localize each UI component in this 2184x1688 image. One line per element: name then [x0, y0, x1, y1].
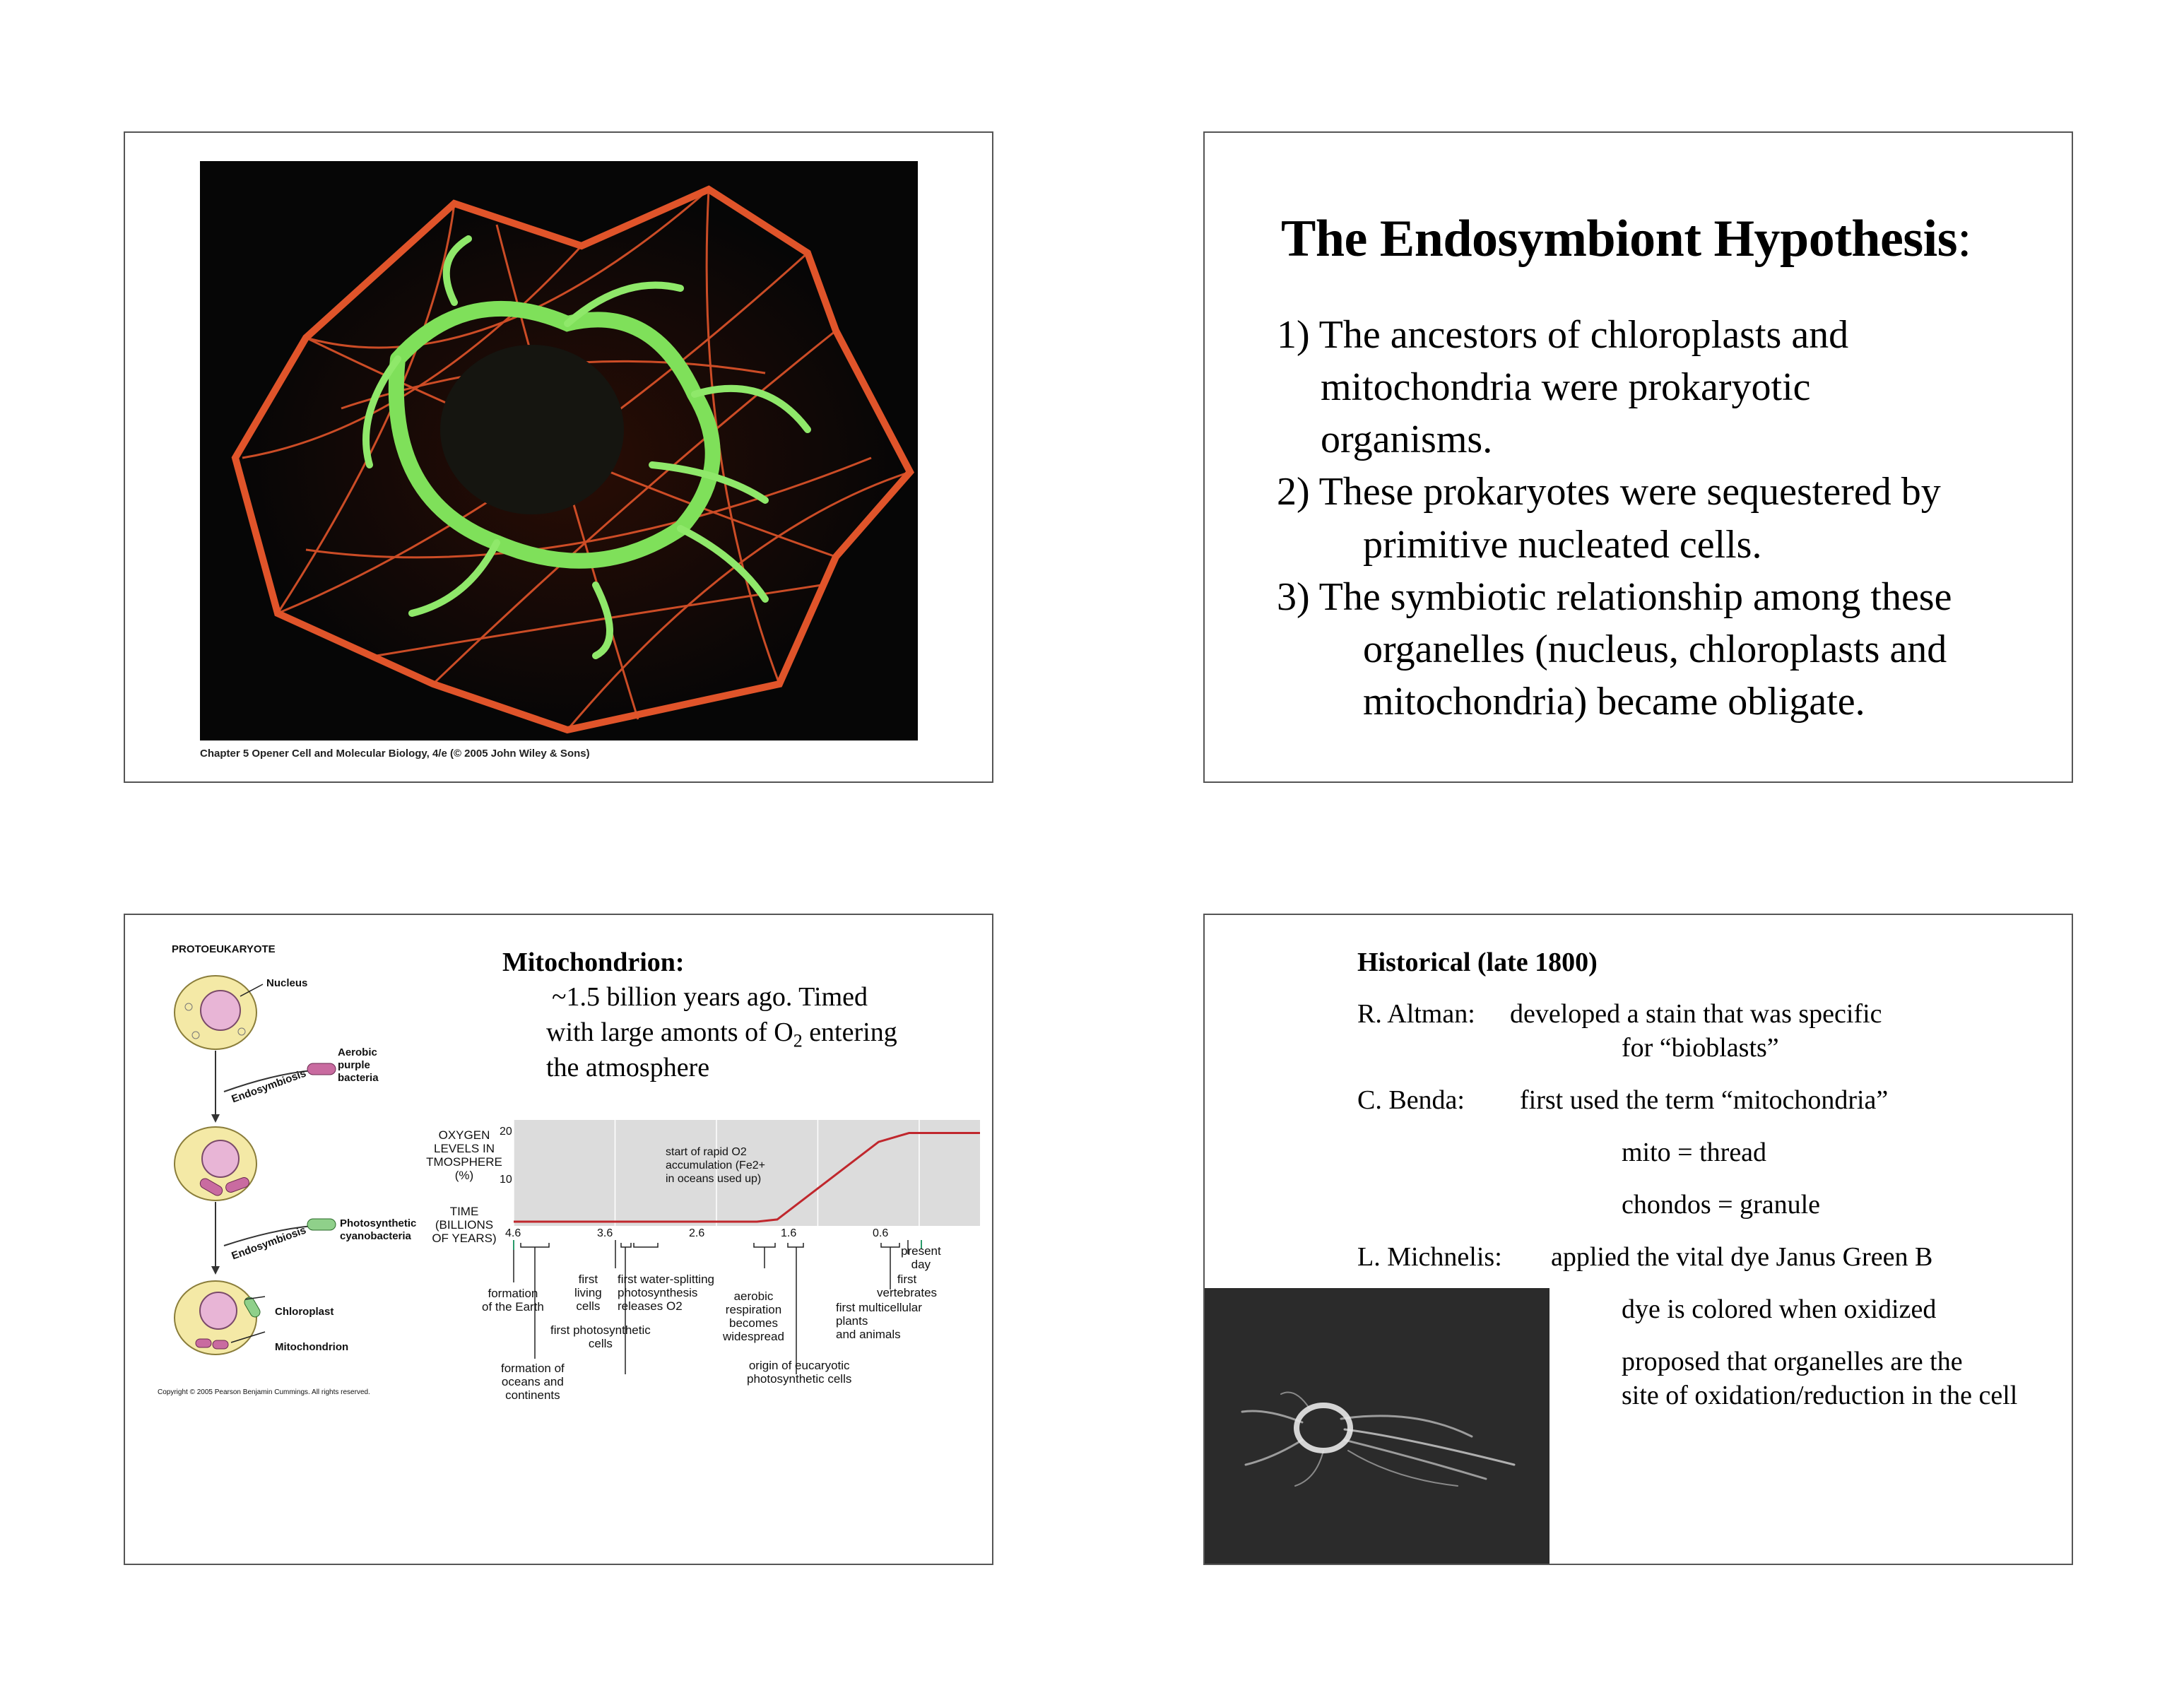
point-line-6: 3) The symbiotic relationship among these [1277, 575, 1952, 619]
mito-definition: mito = thread [1622, 1138, 1767, 1167]
title-colon: : [1957, 210, 1972, 268]
altman-text-1: developed a stain that was specific [1510, 999, 1882, 1029]
chloroplast-label: Chloroplast [275, 1306, 334, 1318]
slide-title [1281, 209, 1971, 269]
diagram-copyright: Copyright © 2005 Pearson Benjamin Cummings. All rights reserved. [158, 1388, 370, 1396]
slide-title: Mitochondrion: [502, 948, 685, 977]
x-axis-title: TIME (BILLIONS OF YEARS) [432, 1205, 497, 1245]
y-tick-10: 10 [500, 1174, 512, 1186]
text-line-2: with large amonts of $O_2$ entering [546, 1017, 897, 1051]
y-axis-title: OXYGEN LEVELS IN TMOSPHERE (%) [426, 1128, 502, 1182]
event-formation-earth: formation of the Earth [482, 1287, 544, 1314]
point-line-4: 2) These prokaryotes were sequestered by [1277, 470, 1941, 514]
slide-heading: Historical (late 1800) [1357, 948, 1598, 977]
benda-text: first used the term “mitochondria” [1520, 1085, 1889, 1115]
x-tick-3-6: 3.6 [597, 1227, 613, 1239]
point-line-3: organisms. [1321, 418, 1493, 461]
x-tick-1-6: 1.6 [781, 1227, 797, 1239]
stained-mitochondria-icon [1203, 1288, 1550, 1565]
event-multicellular: first multicellular plants and animals [836, 1301, 922, 1341]
endosymbiosis-label-1: Endosymbiosis [230, 1067, 308, 1106]
slide-historical [1203, 914, 2073, 1565]
x-tick-2-6: 2.6 [689, 1227, 705, 1239]
photosynthetic-label-1: Photosynthetic [340, 1217, 417, 1229]
nucleus-label: Nucleus [266, 977, 308, 989]
event-aerobic-respiration: aerobic respiration becomes widespread [723, 1289, 784, 1343]
proposal-text-2: site of oxidation/reduction in the cell [1622, 1381, 2018, 1410]
photosynthetic-label-2: cyanobacteria [340, 1230, 411, 1242]
point-line-7: organelles (nucleus, chloroplasts and [1363, 627, 1947, 671]
point-line-2: mitochondria were prokaryotic [1321, 365, 1811, 409]
figure-caption: Chapter 5 Opener Cell and Molecular Biology, 4/e (© 2005 John Wiley & Sons) [200, 748, 590, 760]
x-tick-0-6: 0.6 [873, 1227, 889, 1239]
michnelis-text: applied the vital dye Janus Green B [1551, 1242, 1933, 1272]
x-tick-4-6: 4.6 [505, 1227, 521, 1239]
chart-annotation: start of rapid O2 accumulation (Fe2+ in oceans used up) [666, 1146, 765, 1185]
title-text: The Endosymbiont Hypothesis [1281, 210, 1957, 268]
cell-micrograph-image [200, 161, 918, 740]
dye-text: dye is colored when oxidized [1622, 1294, 1937, 1324]
point-line-5: primitive nucleated cells. [1363, 523, 1762, 567]
slide-mitochondrion [124, 914, 993, 1565]
endosymbiosis-label-2: Endosymbiosis [230, 1224, 308, 1263]
michnelis-name: L. Michnelis: [1357, 1242, 1502, 1272]
event-first-vertebrates: first vertebrates [877, 1273, 938, 1299]
event-oceans-continents: formation of oceans and continents [501, 1362, 565, 1402]
altman-name: R. Altman: [1357, 999, 1475, 1029]
stained-mitochondria-image [1203, 1288, 1550, 1565]
text-line-1: ~1.5 billion years ago. Timed [552, 982, 868, 1012]
y-tick-20: 20 [500, 1126, 512, 1138]
proposal-text-1: proposed that organelles are the [1622, 1347, 1963, 1376]
event-origin-eucaryotic: origin of eucaryotic photosynthetic cells [747, 1359, 852, 1386]
event-present-day: present day [901, 1244, 941, 1271]
event-first-living-cells: first living cells [574, 1273, 602, 1313]
mitochondrion-label: Mitochondrion [275, 1341, 349, 1353]
aerobic-label-3: bacteria [338, 1072, 379, 1084]
chondos-definition: chondos = granule [1622, 1190, 1821, 1220]
text-line-3: the atmosphere [546, 1053, 710, 1082]
slide-endosymbiont-hypothesis [1203, 131, 2073, 783]
fluorescence-cell-icon [200, 161, 918, 740]
aerobic-label-2: purple [338, 1059, 370, 1071]
point-line-8: mitochondria) became obligate. [1363, 680, 1865, 724]
aerobic-label-1: Aerobic [338, 1046, 377, 1058]
benda-name: C. Benda: [1357, 1085, 1465, 1115]
point-line-1: 1) The ancestors of chloroplasts and [1277, 313, 1849, 357]
event-water-splitting: first water-splitting photosynthesis releases O2 [618, 1273, 714, 1313]
diagram-heading: PROTOEUKARYOTE [172, 943, 276, 955]
slide-cell-micrograph [124, 131, 993, 783]
altman-text-2: for “bioblasts” [1622, 1033, 1779, 1063]
event-first-photosynthetic-cells: first photosynthetic cells [550, 1323, 651, 1350]
